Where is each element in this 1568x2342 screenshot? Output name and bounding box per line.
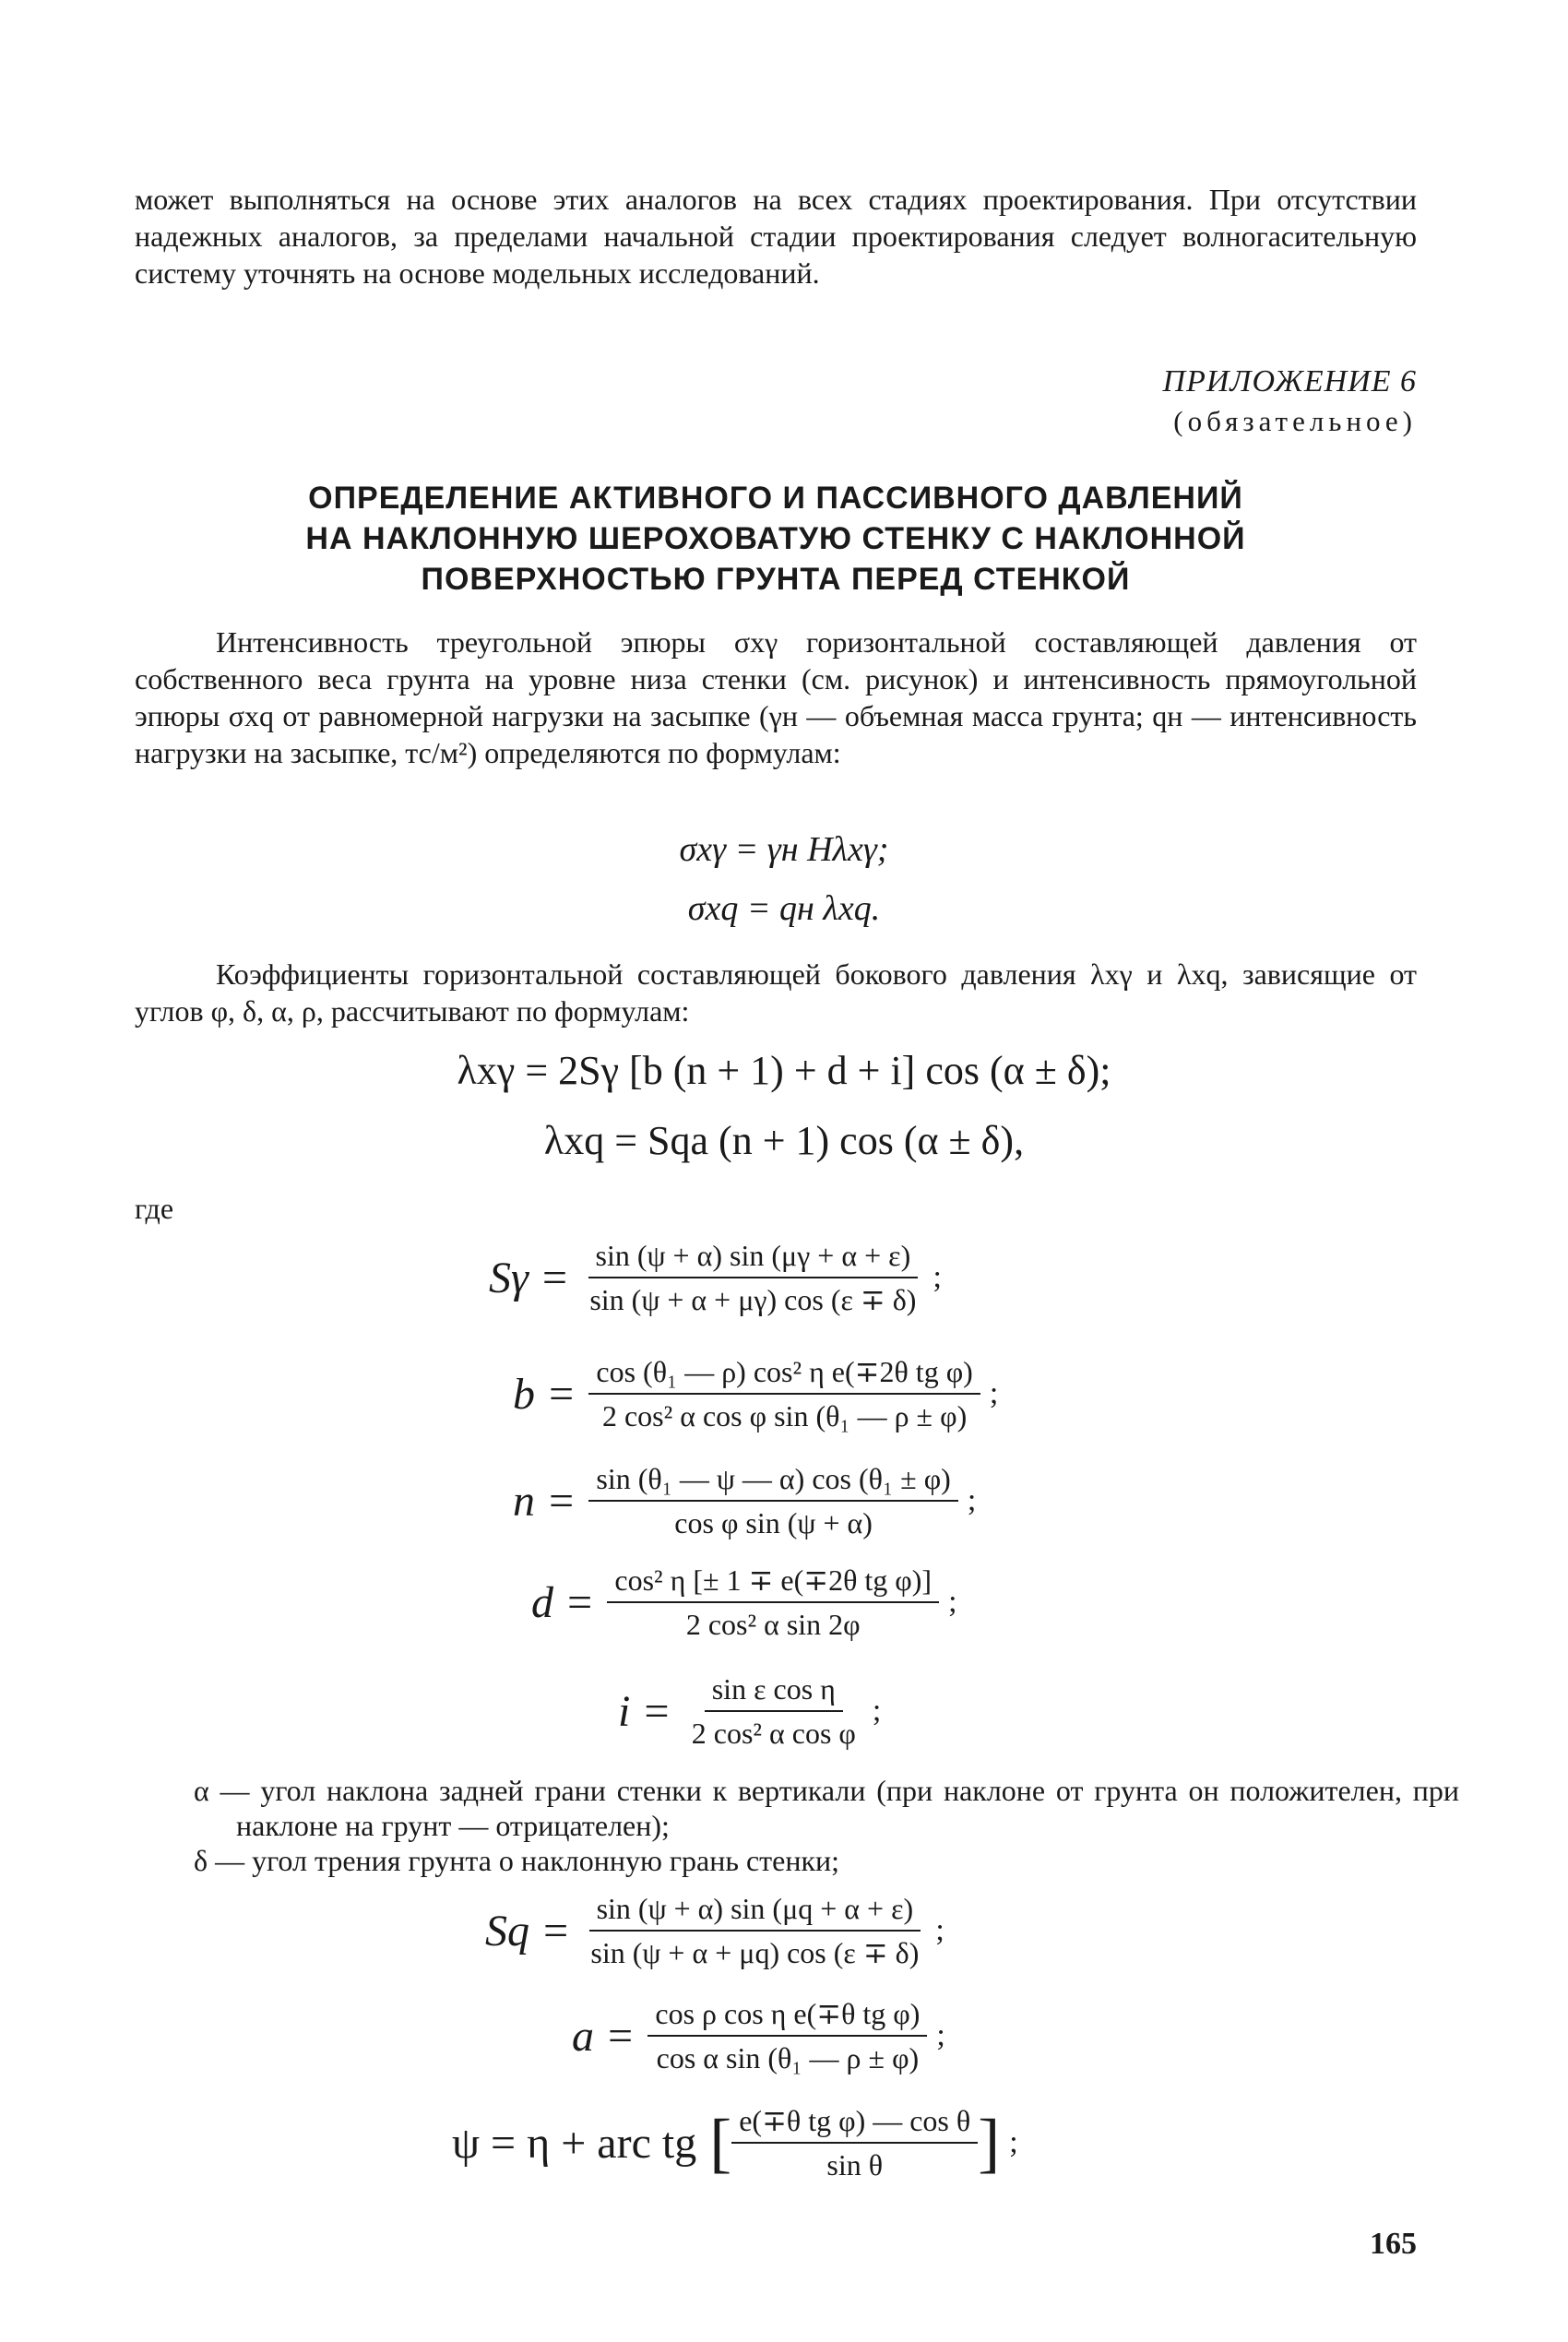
formula-terminator: ; bbox=[1009, 2125, 1018, 2159]
fraction bbox=[588, 1352, 980, 1435]
right-bracket: ] bbox=[978, 2106, 1001, 2180]
fraction-denominator: sin (ψ + α + μγ) cos (ε ∓ δ) bbox=[589, 1283, 917, 1316]
fraction-numerator: sin (θ₁ — ψ — α) cos (θ₁ ± φ) bbox=[588, 1459, 957, 1502]
formula-lhs: Sγ = bbox=[489, 1253, 570, 1302]
appendix-title: ПРИЛОЖЕНИЕ 6 bbox=[1162, 364, 1417, 398]
formula-psi bbox=[452, 2101, 1018, 2184]
fraction-denominator: cos φ sin (ψ + α) bbox=[674, 1506, 873, 1540]
formula-a bbox=[572, 1994, 945, 2077]
fraction bbox=[588, 1459, 957, 1542]
fraction-numerator: sin (ψ + α) sin (μq + α + ε) bbox=[589, 1889, 921, 1932]
heading-line: ОПРЕДЕЛЕНИЕ АКТИВНОГО И ПАССИВНОГО ДАВЛЕНИЙ bbox=[308, 481, 1243, 516]
fraction-denominator: 2 cos² α sin 2φ bbox=[685, 1608, 861, 1641]
heading-line: ПОВЕРХНОСТЬЮ ГРУНТА ПЕРЕД СТЕНКОЙ bbox=[421, 562, 1131, 597]
heading-line: НА НАКЛОННУЮ ШЕРОХОВАТУЮ СТЕНКУ С НАКЛОННОЙ bbox=[305, 521, 1246, 556]
intro-paragraph: может выполняться на основе этих аналогов на всех стадиях проектирования. При отсутствии надежных аналогов, за пределами начальной стадии проектирования следует волногасительную систему уточнять на основе модельных исследований. bbox=[135, 183, 1417, 290]
page-number: 165 bbox=[1370, 2227, 1417, 2261]
section-heading bbox=[135, 478, 1417, 600]
formula-s-gamma bbox=[489, 1236, 942, 1319]
coefficients-paragraph: Коэффициенты горизонтальной составляющей бокового давления λxγ и λxq, зависящие от углов φ, δ, α, ρ, рассчитывают по формулам: bbox=[135, 957, 1417, 1028]
intensity-paragraph: Интенсивность треугольной эпюры σxγ горизонтальной составляющей давления от собственного веса грунта на уровне низа стенки (см. рисунок) и интенсивность прямоугольной эпюры σxq от равномерной нагрузки на засыпке (γн — объемная масса грунта; qн — интенсивность нагрузки на засыпке, тс/м²) определяются по формулам: bbox=[135, 625, 1417, 769]
formula-lhs: i = bbox=[618, 1686, 671, 1736]
formula-lhs: ψ = η + arc tg bbox=[452, 2118, 697, 2168]
where-label: где bbox=[135, 1192, 174, 1225]
formula-lhs: Sq = bbox=[485, 1906, 571, 1956]
fraction bbox=[684, 1670, 863, 1753]
formula-b bbox=[513, 1352, 998, 1435]
formula-terminator: ; bbox=[872, 1694, 882, 1728]
appendix-status: (обязательное) bbox=[1173, 405, 1417, 437]
formula-sigma-xq: σxq = qн λxq. bbox=[687, 889, 881, 928]
formula-n bbox=[513, 1459, 976, 1542]
fraction bbox=[731, 2101, 978, 2184]
formula-lhs: n = bbox=[513, 1476, 576, 1526]
fraction bbox=[582, 1236, 923, 1319]
fraction bbox=[583, 1889, 926, 1972]
formula-lhs: d = bbox=[531, 1577, 595, 1627]
definition-delta: δ — угол трения грунта о наклонную грань стенки; bbox=[194, 1844, 840, 1877]
fraction-numerator: sin ε cos η bbox=[705, 1670, 843, 1712]
formula-lambda-xgamma: λxγ = 2Sγ [b (n + 1) + d + i] cos (α ± δ); bbox=[457, 1048, 1111, 1093]
fraction bbox=[647, 1994, 927, 2077]
fraction-denominator: sin θ bbox=[826, 2148, 884, 2182]
fraction-denominator: cos α sin (θ₁ — ρ ± φ) bbox=[656, 2041, 920, 2075]
formula-s-q bbox=[485, 1889, 944, 1972]
formula-terminator: ; bbox=[935, 1913, 944, 1947]
formula-terminator: ; bbox=[989, 1376, 999, 1410]
formula-terminator: ; bbox=[967, 1483, 977, 1517]
formula-lambda-xq: λxq = Sqa (n + 1) cos (α ± δ), bbox=[543, 1118, 1025, 1163]
fraction-numerator: e(∓θ tg φ) — cos θ bbox=[731, 2101, 978, 2144]
fraction-numerator: cos ρ cos η e(∓θ tg φ) bbox=[647, 1994, 927, 2037]
formula-i bbox=[618, 1670, 881, 1753]
fraction-denominator: 2 cos² α cos φ bbox=[691, 1717, 856, 1750]
fraction-numerator: sin (ψ + α) sin (μγ + α + ε) bbox=[588, 1236, 919, 1278]
formula-lhs: a = bbox=[572, 2011, 636, 2061]
formula-d bbox=[531, 1561, 957, 1644]
left-bracket: [ bbox=[709, 2106, 732, 2180]
fraction-numerator: cos² η [± 1 ∓ e(∓2θ tg φ)] bbox=[607, 1561, 939, 1603]
formula-sigma-xgamma: σxγ = γн Hλxγ; bbox=[679, 830, 889, 869]
formula-lhs: b = bbox=[513, 1369, 576, 1419]
definition-alpha: α — угол наклона задней грани стенки к вертикали (при наклоне от грунта он положителен, при наклоне на грунт — отрицателен); bbox=[194, 1774, 1459, 1842]
fraction bbox=[607, 1561, 939, 1644]
formula-terminator: ; bbox=[932, 1260, 942, 1294]
fraction-numerator: cos (θ₁ — ρ) cos² η e(∓2θ tg φ) bbox=[588, 1352, 980, 1395]
fraction-denominator: 2 cos² α cos φ sin (θ₁ — ρ ± φ) bbox=[601, 1399, 968, 1433]
formula-terminator: ; bbox=[948, 1585, 957, 1619]
fraction-denominator: sin (ψ + α + μq) cos (ε ∓ δ) bbox=[590, 1936, 920, 1969]
formula-terminator: ; bbox=[936, 2018, 945, 2052]
